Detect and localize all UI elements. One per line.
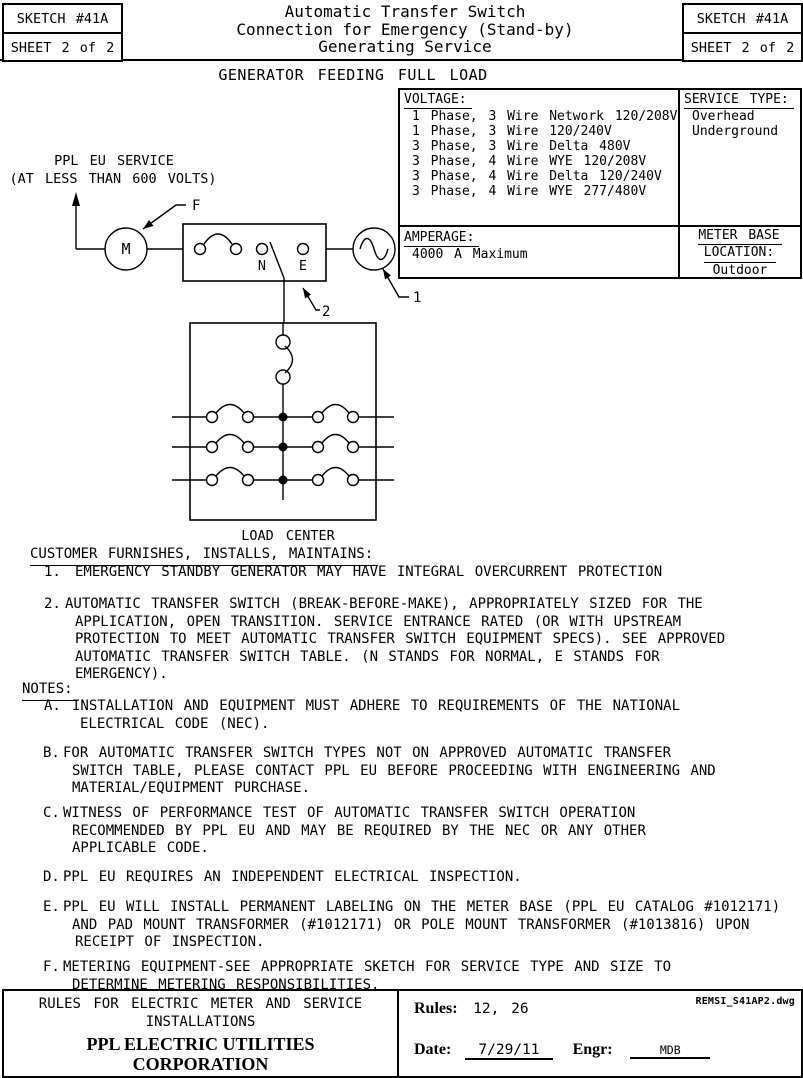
meter-base-value: Outdoor [712, 263, 768, 278]
generator-sine-icon [360, 239, 388, 260]
emergency-contact [298, 244, 309, 255]
rules-value: 12, 26 [473, 1001, 529, 1017]
title-block-left [4, 995, 397, 1074]
note-line: APPLICABLE CODE. [72, 840, 209, 856]
voltage-option: 1 Phase, 3 Wire 120/240V [412, 124, 612, 139]
branch-contact [313, 442, 324, 453]
branch-contact [348, 412, 359, 423]
emergency-label: E [298, 258, 308, 274]
engr-label: Engr: [572, 1041, 613, 1058]
main-breaker-contact [276, 370, 290, 384]
company-name-line2: CORPORATION [132, 1054, 269, 1074]
customer-item-line: AUTOMATIC TRANSFER SWITCH TABLE. (N STANDS FOR NORMAL, E STANDS FOR [75, 648, 660, 665]
branch-contact [207, 475, 218, 486]
customer-item-number: 2. [44, 596, 61, 612]
note-letter: D. [43, 869, 60, 885]
bus-junction-dot [279, 443, 287, 451]
sketch-number-label: SKETCH #41A [4, 5, 121, 34]
voltage-option: 3 Phase, 4 Wire WYE 277/480V [412, 184, 647, 199]
customer-item-line: EMERGENCY). [75, 666, 168, 682]
leader-f-label: F [192, 198, 201, 214]
note-line: FOR AUTOMATIC TRANSFER SWITCH TYPES NOT ON APPROVED AUTOMATIC TRANSFER [63, 745, 672, 761]
company-name-line1: PPL ELECTRIC UTILITIES [86, 1034, 315, 1054]
diagram-subtitle: GENERATOR FEEDING FULL LOAD [218, 66, 488, 84]
date-label: Date: [414, 1041, 452, 1058]
meter-base-heading-line2: LOCATION: [704, 245, 776, 263]
note-line: WITNESS OF PERFORMANCE TEST OF AUTOMATIC TRANSFER SWITCH OPERATION [63, 805, 636, 821]
note-line: DETERMINE METERING RESPONSIBILITIES. [72, 976, 380, 993]
normal-label: N [257, 258, 267, 274]
note-line: RECOMMENDED BY PPL EU AND MAY BE REQUIRED BY THE NEC OR ANY OTHER [72, 822, 646, 839]
main-breaker-arc [285, 346, 293, 373]
branch-contact [243, 442, 254, 453]
note-letter: B. [43, 745, 60, 761]
page-title [140, 3, 670, 56]
bus-junction-dot [279, 476, 287, 484]
branch-contact [348, 442, 359, 453]
customer-item-line: APPLICATION, OPEN TRANSITION. SERVICE ENTRANCE RATED (OR WITH UPSTREAM [75, 613, 682, 630]
voltage-option: 1 Phase, 3 Wire Network 120/208V [412, 109, 678, 124]
leader-2-arrowhead-icon [303, 288, 311, 299]
note-line: PPL EU REQUIRES AN INDEPENDENT ELECTRICAL INSPECTION. [63, 869, 522, 885]
rules-title-line1: RULES FOR ELECTRIC METER AND SERVICE [38, 996, 363, 1012]
date-engr-row [414, 1039, 710, 1060]
service-type-option: Underground [692, 124, 779, 139]
rules-title-line2: INSTALLATIONS [145, 1014, 256, 1030]
date-value: 7/29/11 [465, 1042, 553, 1060]
branch-breaker-arc [216, 435, 244, 444]
main-breaker-contact [276, 335, 290, 349]
note-line: METERING EQUIPMENT-SEE APPROPRIATE SKETCH FOR SERVICE TYPE AND SIZE TO [63, 959, 672, 975]
branch-breaker-arc [322, 468, 349, 477]
spec-table-horizontal-divider [400, 225, 800, 227]
note-line: INSTALLATION AND EQUIPMENT MUST ADHERE TO REQUIREMENTS OF THE NATIONAL [72, 698, 681, 714]
leader-1-label: 1 [413, 290, 422, 306]
customer-item-line: EMERGENCY STANDBY GENERATOR MAY HAVE INTEGRAL OVERCURRENT PROTECTION [75, 564, 663, 580]
branch-contact [243, 412, 254, 423]
title-line-1: Automatic Transfer Switch [284, 2, 526, 21]
service-spec-table [398, 88, 802, 279]
note-line: SWITCH TABLE, PLEASE CONTACT PPL EU BEFORE PROCEEDING WITH ENGINEERING AND [72, 762, 716, 779]
branch-contact [243, 475, 254, 486]
voltage-heading: VOLTAGE: [404, 92, 472, 109]
rules-label: Rules: [414, 1000, 458, 1017]
switch-blade-line [270, 242, 284, 278]
customer-item-line: AUTOMATIC TRANSFER SWITCH (BREAK-BEFORE-MAKE), APPROPRIATELY SIZED FOR THE [65, 596, 703, 612]
branch-contact [207, 442, 218, 453]
note-line: AND PAD MOUNT TRANSFORMER (#1012171) OR POLE MOUNT TRANSFORMER (#1013816) UPON [72, 916, 750, 933]
drawing-file-label: REMSI_S41AP2.dwg [695, 996, 795, 1007]
branch-contact [313, 412, 324, 423]
note-line: RECEIPT OF INSPECTION. [75, 934, 265, 950]
meter-label: M [121, 240, 131, 258]
rules-row [414, 998, 529, 1018]
sketch-number-box-right [682, 3, 803, 62]
switch-contact [195, 244, 206, 255]
leader-1-arrowhead-icon [383, 269, 391, 280]
note-line: PPL EU WILL INSTALL PERMANENT LABELING ON THE METER BASE (PPL EU CATALOG #1012171) [63, 899, 781, 915]
customer-item-number: 1. [44, 564, 61, 580]
sheet-number-label: SHEET 2 of 2 [690, 39, 795, 56]
sketch-number-box-left [2, 3, 123, 62]
load-center-label: LOAD CENTER [241, 528, 335, 544]
engr-value: MDB [630, 1043, 710, 1059]
customer-section-heading: CUSTOMER FURNISHES, INSTALLS, MAINTAINS: [30, 546, 378, 566]
branch-breaker-arc [216, 468, 244, 477]
title-block [2, 989, 803, 1078]
service-type-cell [684, 92, 794, 139]
note-line: MATERIAL/EQUIPMENT PURCHASE. [72, 780, 311, 796]
branch-breaker-arc [216, 405, 244, 414]
service-arrowhead-icon [72, 192, 80, 206]
notes-heading: NOTES: [22, 681, 78, 701]
bus-junction-dot [279, 413, 287, 421]
note-letter: F. [43, 959, 60, 975]
branch-breaker-arc [322, 405, 349, 414]
branch-contact [348, 475, 359, 486]
amperage-value: 4000 A Maximum [412, 247, 528, 262]
voltage-option: 3 Phase, 4 Wire Delta 120/240V [412, 169, 662, 184]
title-block-divider [397, 991, 399, 1076]
customer-item-line: PROTECTION TO MEET AUTOMATIC TRANSFER SWITCH EQUIPMENT SPECS). SEE APPROVED [75, 631, 726, 647]
sheet-number-label: SHEET 2 of 2 [10, 39, 115, 56]
normal-contact [257, 244, 268, 255]
voltage-option: 3 Phase, 3 Wire Delta 480V [412, 139, 631, 154]
note-letter: C. [43, 805, 60, 821]
amperage-heading: AMPERAGE: [404, 230, 479, 247]
branch-contact [313, 475, 324, 486]
branch-contact [207, 412, 218, 423]
service-type-heading: SERVICE TYPE: [684, 92, 794, 109]
sketch-number-label: SKETCH #41A [684, 5, 801, 34]
leader-2-label: 2 [322, 304, 331, 320]
note-letter: E. [43, 899, 60, 915]
service-label-line1: PPL EU SERVICE [54, 153, 174, 169]
leader-f-arrowhead-icon [143, 220, 154, 229]
branch-breaker-arc [322, 435, 349, 444]
one-line-diagram [0, 130, 450, 550]
meter-base-heading-line1: METER BASE [698, 228, 780, 243]
meter-base-cell [680, 228, 800, 279]
switch-contact [231, 244, 242, 255]
note-letter: A. [44, 698, 61, 714]
title-line-2: Connection for Emergency (Stand-by) [236, 19, 574, 39]
service-type-option: Overhead [692, 109, 755, 124]
service-label-line2: (AT LESS THAN 600 VOLTS) [9, 171, 217, 187]
switch-breaker-arc [204, 234, 232, 244]
title-line-3: Generating Service [318, 37, 492, 56]
note-line: ELECTRICAL CODE (NEC). [80, 715, 270, 732]
voltage-option: 3 Phase, 4 Wire WYE 120/208V [412, 154, 647, 169]
